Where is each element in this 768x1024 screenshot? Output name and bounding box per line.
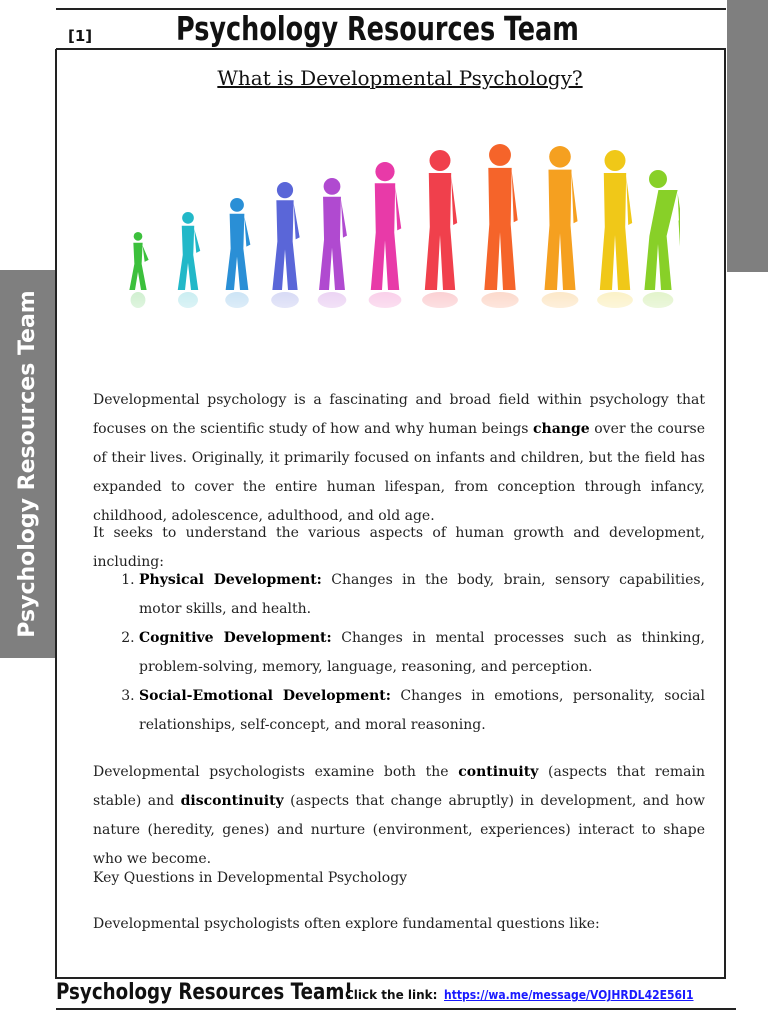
page-number: [1] [68, 27, 93, 45]
document-title: What is Developmental Psychology? [217, 66, 583, 90]
list-item [139, 566, 705, 624]
continuity-text-2: (aspects that remain stable) and [93, 764, 706, 809]
aspects-lead: It seeks to understand the various aspects of human growth and development, including: [93, 525, 705, 570]
young-adult-silhouette [422, 150, 458, 308]
footer-brand: Psychology Resources Team! [56, 980, 353, 1005]
adult-silhouette [481, 144, 518, 308]
right-gray-tab [727, 0, 768, 272]
aspects-list [93, 566, 705, 740]
key-questions-lead: Developmental psychologists often explore fundamental questions like: [93, 916, 600, 932]
side-label: Psychology Resources Team [15, 290, 40, 638]
footer-rule [56, 1008, 736, 1010]
continuity-text-1: Developmental psychologists examine both the [93, 764, 459, 780]
continuity-text-3: (aspects that change abruptly) in development, and how nature (heredity, genes) and nurture (environment, experiences) interact to shape who we become. [93, 793, 705, 867]
emphasis-continuity: continuity [458, 764, 539, 780]
aspects-list-wrap [93, 566, 705, 740]
list-item [139, 682, 705, 740]
older-child-silhouette [271, 182, 299, 308]
intro-text-2: over the course of their lives. Originally, it primarily focused on infants and children, but the field has expanded to cover the entire human lifespan, from conception through infancy, childhood, adolescence, adulthood, and old age. [93, 421, 705, 524]
emphasis-discontinuity: discontinuity [180, 793, 284, 809]
intro-text-1: Developmental psychology is a fascinating and broad field within psychology that focuses on the scientific study of how and why human beings [93, 392, 705, 437]
middle-aged-adult-silhouette [542, 146, 579, 308]
list-item [139, 624, 705, 682]
elderly-silhouette [643, 170, 680, 308]
aspect-term: Cognitive Development: [139, 630, 332, 646]
teen-silhouette [369, 162, 402, 308]
footer-whatsapp-link[interactable]: https://wa.me/message/VOJHRDL42E56I1 [444, 988, 694, 1002]
senior-adult-silhouette [597, 150, 633, 308]
aspect-term: Social-Emotional Development: [139, 688, 391, 704]
aspect-text: Changes in the body, brain, sensory capabilities, motor skills, and health. [139, 572, 705, 617]
aspect-term: Physical Development: [139, 572, 322, 588]
header-title: Psychology Resources Team [176, 9, 579, 48]
development-stages-illustration [110, 140, 680, 340]
intro-paragraph [93, 386, 705, 531]
aspect-text: Changes in emotions, personality, social relationships, self-concept, and moral reasoning. [139, 688, 706, 733]
intro-emphasis-change: change [533, 421, 590, 437]
aspect-text: Changes in mental processes such as thinking, problem-solving, memory, language, reasoning, and perception. [139, 630, 705, 675]
key-questions-heading: Key Questions in Developmental Psychology [93, 870, 408, 886]
continuity-paragraph [93, 758, 705, 874]
preteen-silhouette [318, 178, 347, 308]
footer-click-label: Click the link: [345, 988, 438, 1002]
